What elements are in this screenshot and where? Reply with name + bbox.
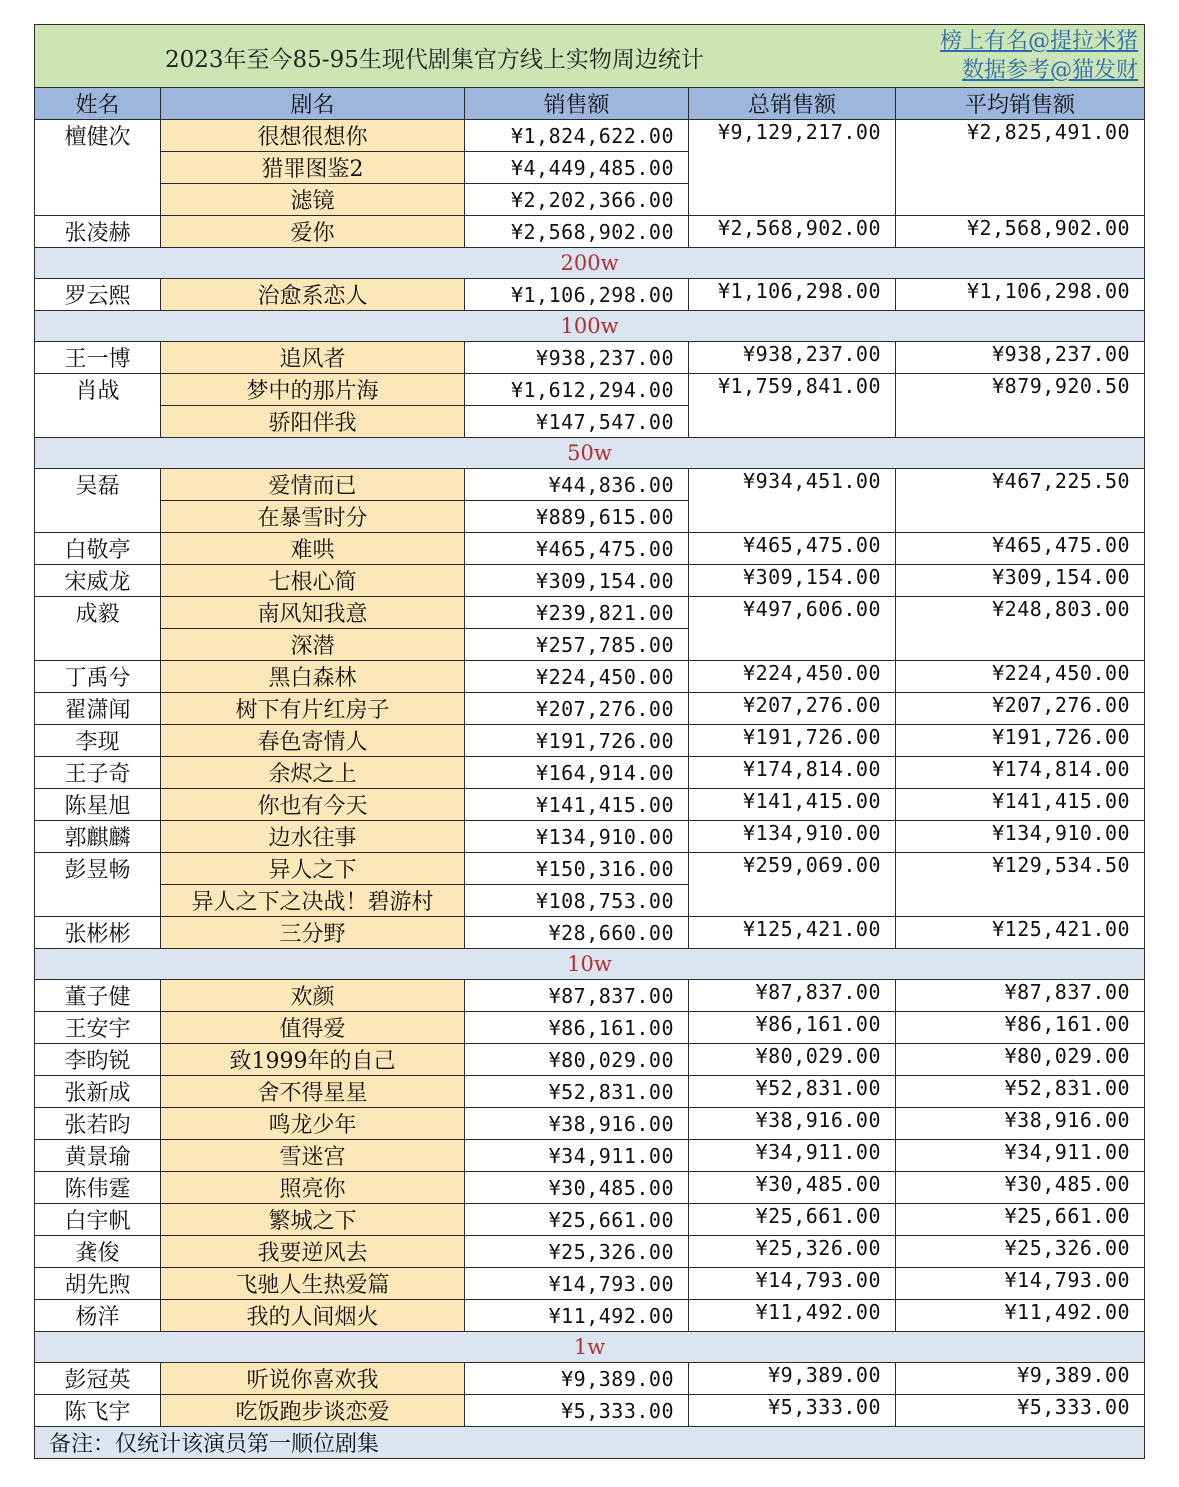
total-sales: ¥497,606.00 bbox=[689, 597, 896, 661]
actor-name: 陈星旭 bbox=[35, 789, 161, 821]
show-sales: ¥11,492.00 bbox=[465, 1300, 689, 1332]
show-sales: ¥465,475.00 bbox=[465, 533, 689, 565]
average-sales: ¥11,492.00 bbox=[896, 1300, 1145, 1332]
show-title: 繁城之下 bbox=[161, 1204, 465, 1236]
show-sales: ¥150,316.00 bbox=[465, 853, 689, 885]
table-row bbox=[35, 661, 1145, 693]
total-sales: ¥86,161.00 bbox=[689, 1012, 896, 1044]
note-row bbox=[35, 1427, 1145, 1459]
show-title: 听说你喜欢我 bbox=[161, 1363, 465, 1395]
show-title: 边水往事 bbox=[161, 821, 465, 853]
total-sales: ¥38,916.00 bbox=[689, 1108, 896, 1140]
tier-label: 200w bbox=[35, 248, 1145, 279]
show-sales: ¥25,661.00 bbox=[465, 1204, 689, 1236]
actor-name: 郭麒麟 bbox=[35, 821, 161, 853]
header-row bbox=[35, 88, 1145, 120]
show-title: 我要逆风去 bbox=[161, 1236, 465, 1268]
average-sales: ¥14,793.00 bbox=[896, 1268, 1145, 1300]
show-title: 异人之下之决战！碧游村 bbox=[161, 885, 465, 917]
show-sales: ¥14,793.00 bbox=[465, 1268, 689, 1300]
show-title: 滤镜 bbox=[161, 184, 465, 216]
table-row bbox=[35, 1140, 1145, 1172]
average-sales: ¥80,029.00 bbox=[896, 1044, 1145, 1076]
total-sales: ¥465,475.00 bbox=[689, 533, 896, 565]
show-title: 鸣龙少年 bbox=[161, 1108, 465, 1140]
show-sales: ¥257,785.00 bbox=[465, 629, 689, 661]
actor-name: 彭冠英 bbox=[35, 1363, 161, 1395]
average-sales: ¥2,825,491.00 bbox=[896, 120, 1145, 216]
average-sales: ¥174,814.00 bbox=[896, 757, 1145, 789]
actor-name: 成毅 bbox=[35, 597, 161, 661]
average-sales: ¥191,726.00 bbox=[896, 725, 1145, 757]
header-show: 剧名 bbox=[161, 88, 465, 120]
tier-divider-row bbox=[35, 248, 1145, 279]
show-sales: ¥4,449,485.00 bbox=[465, 152, 689, 184]
total-sales: ¥25,661.00 bbox=[689, 1204, 896, 1236]
tier-label: 50w bbox=[35, 438, 1145, 469]
tier-divider-row bbox=[35, 1332, 1145, 1363]
table-row bbox=[35, 1363, 1145, 1395]
table-row bbox=[35, 374, 1145, 406]
show-title: 难哄 bbox=[161, 533, 465, 565]
show-sales: ¥889,615.00 bbox=[465, 501, 689, 533]
total-sales: ¥174,814.00 bbox=[689, 757, 896, 789]
show-sales: ¥9,389.00 bbox=[465, 1363, 689, 1395]
actor-name: 张若昀 bbox=[35, 1108, 161, 1140]
tier-label: 1w bbox=[35, 1332, 1145, 1363]
show-title: 舍不得星星 bbox=[161, 1076, 465, 1108]
actor-name: 白敬亭 bbox=[35, 533, 161, 565]
show-sales: ¥207,276.00 bbox=[465, 693, 689, 725]
total-sales: ¥125,421.00 bbox=[689, 917, 896, 949]
average-sales: ¥87,837.00 bbox=[896, 980, 1145, 1012]
header-total: 总销售额 bbox=[689, 88, 896, 120]
table-row bbox=[35, 1236, 1145, 1268]
total-sales: ¥141,415.00 bbox=[689, 789, 896, 821]
table-row bbox=[35, 821, 1145, 853]
show-sales: ¥52,831.00 bbox=[465, 1076, 689, 1108]
actor-name: 肖战 bbox=[35, 374, 161, 438]
table-row bbox=[35, 279, 1145, 311]
sales-table bbox=[34, 24, 1145, 1459]
table-row bbox=[35, 1108, 1145, 1140]
page-title: 2023年至今85-95生现代剧集官方线上实物周边统计 bbox=[165, 47, 704, 73]
header-name: 姓名 bbox=[35, 88, 161, 120]
table-row bbox=[35, 853, 1145, 885]
average-sales: ¥25,326.00 bbox=[896, 1236, 1145, 1268]
table-row bbox=[35, 693, 1145, 725]
table-row bbox=[35, 757, 1145, 789]
show-title: 吃饭跑步谈恋爱 bbox=[161, 1395, 465, 1427]
table-row bbox=[35, 980, 1145, 1012]
show-title: 春色寄情人 bbox=[161, 725, 465, 757]
average-sales: ¥34,911.00 bbox=[896, 1140, 1145, 1172]
total-sales: ¥207,276.00 bbox=[689, 693, 896, 725]
show-title: 雪迷宫 bbox=[161, 1140, 465, 1172]
tier-divider-row bbox=[35, 438, 1145, 469]
average-sales: ¥125,421.00 bbox=[896, 917, 1145, 949]
show-sales: ¥1,824,622.00 bbox=[465, 120, 689, 152]
total-sales: ¥2,568,902.00 bbox=[689, 216, 896, 248]
show-sales: ¥224,450.00 bbox=[465, 661, 689, 693]
total-sales: ¥80,029.00 bbox=[689, 1044, 896, 1076]
total-sales: ¥259,069.00 bbox=[689, 853, 896, 917]
show-sales: ¥309,154.00 bbox=[465, 565, 689, 597]
actor-name: 黄景瑜 bbox=[35, 1140, 161, 1172]
show-title: 照亮你 bbox=[161, 1172, 465, 1204]
tier-label: 100w bbox=[35, 311, 1145, 342]
actor-name: 罗云熙 bbox=[35, 279, 161, 311]
average-sales: ¥2,568,902.00 bbox=[896, 216, 1145, 248]
show-title: 南风知我意 bbox=[161, 597, 465, 629]
show-sales: ¥134,910.00 bbox=[465, 821, 689, 853]
average-sales: ¥129,534.50 bbox=[896, 853, 1145, 917]
actor-name: 吴磊 bbox=[35, 469, 161, 533]
show-sales: ¥141,415.00 bbox=[465, 789, 689, 821]
table-row bbox=[35, 216, 1145, 248]
show-sales: ¥239,821.00 bbox=[465, 597, 689, 629]
average-sales: ¥141,415.00 bbox=[896, 789, 1145, 821]
show-title: 致1999年的自己 bbox=[161, 1044, 465, 1076]
header-sales: 销售额 bbox=[465, 88, 689, 120]
show-title: 爱情而已 bbox=[161, 469, 465, 501]
actor-name: 李现 bbox=[35, 725, 161, 757]
show-sales: ¥28,660.00 bbox=[465, 917, 689, 949]
table-row bbox=[35, 1395, 1145, 1427]
average-sales: ¥9,389.00 bbox=[896, 1363, 1145, 1395]
show-title: 梦中的那片海 bbox=[161, 374, 465, 406]
table-row bbox=[35, 725, 1145, 757]
actor-name: 陈伟霆 bbox=[35, 1172, 161, 1204]
actor-name: 王子奇 bbox=[35, 757, 161, 789]
table-row bbox=[35, 120, 1145, 152]
show-title: 爱你 bbox=[161, 216, 465, 248]
show-sales: ¥87,837.00 bbox=[465, 980, 689, 1012]
actor-name: 杨洋 bbox=[35, 1300, 161, 1332]
show-sales: ¥34,911.00 bbox=[465, 1140, 689, 1172]
credits bbox=[940, 27, 1138, 85]
show-title: 七根心简 bbox=[161, 565, 465, 597]
show-sales: ¥147,547.00 bbox=[465, 406, 689, 438]
credit-link-1[interactable]: 榜上有名@提拉米猪 bbox=[940, 29, 1139, 54]
show-title: 树下有片红房子 bbox=[161, 693, 465, 725]
table-row bbox=[35, 597, 1145, 629]
show-sales: ¥191,726.00 bbox=[465, 725, 689, 757]
actor-name: 董子健 bbox=[35, 980, 161, 1012]
actor-name: 陈飞宇 bbox=[35, 1395, 161, 1427]
show-sales: ¥80,029.00 bbox=[465, 1044, 689, 1076]
total-sales: ¥5,333.00 bbox=[689, 1395, 896, 1427]
show-sales: ¥1,106,298.00 bbox=[465, 279, 689, 311]
average-sales: ¥224,450.00 bbox=[896, 661, 1145, 693]
table-row bbox=[35, 1172, 1145, 1204]
actor-name: 彭昱畅 bbox=[35, 853, 161, 917]
footnote: 备注：仅统计该演员第一顺位剧集 bbox=[35, 1427, 1145, 1459]
actor-name: 李昀锐 bbox=[35, 1044, 161, 1076]
total-sales: ¥25,326.00 bbox=[689, 1236, 896, 1268]
show-title: 骄阳伴我 bbox=[161, 406, 465, 438]
credit-link-2[interactable]: 数据参考@猫发财 bbox=[962, 58, 1139, 83]
show-sales: ¥164,914.00 bbox=[465, 757, 689, 789]
show-title: 猎罪图鉴2 bbox=[161, 152, 465, 184]
show-sales: ¥44,836.00 bbox=[465, 469, 689, 501]
actor-name: 檀健次 bbox=[35, 120, 161, 216]
average-sales: ¥465,475.00 bbox=[896, 533, 1145, 565]
table-row bbox=[35, 565, 1145, 597]
show-sales: ¥108,753.00 bbox=[465, 885, 689, 917]
show-sales: ¥38,916.00 bbox=[465, 1108, 689, 1140]
actor-name: 胡先煦 bbox=[35, 1268, 161, 1300]
show-sales: ¥25,326.00 bbox=[465, 1236, 689, 1268]
table-row bbox=[35, 1204, 1145, 1236]
table-row bbox=[35, 1268, 1145, 1300]
tier-divider-row bbox=[35, 311, 1145, 342]
actor-name: 宋威龙 bbox=[35, 565, 161, 597]
total-sales: ¥1,759,841.00 bbox=[689, 374, 896, 438]
total-sales: ¥9,129,217.00 bbox=[689, 120, 896, 216]
total-sales: ¥938,237.00 bbox=[689, 342, 896, 374]
show-title: 在暴雪时分 bbox=[161, 501, 465, 533]
show-sales: ¥2,202,366.00 bbox=[465, 184, 689, 216]
total-sales: ¥34,911.00 bbox=[689, 1140, 896, 1172]
average-sales: ¥86,161.00 bbox=[896, 1012, 1145, 1044]
show-sales: ¥30,485.00 bbox=[465, 1172, 689, 1204]
show-title: 三分野 bbox=[161, 917, 465, 949]
total-sales: ¥11,492.00 bbox=[689, 1300, 896, 1332]
total-sales: ¥87,837.00 bbox=[689, 980, 896, 1012]
show-title: 欢颜 bbox=[161, 980, 465, 1012]
average-sales: ¥879,920.50 bbox=[896, 374, 1145, 438]
table-row bbox=[35, 342, 1145, 374]
show-sales: ¥86,161.00 bbox=[465, 1012, 689, 1044]
table-row bbox=[35, 469, 1145, 501]
show-sales: ¥2,568,902.00 bbox=[465, 216, 689, 248]
average-sales: ¥207,276.00 bbox=[896, 693, 1145, 725]
show-title: 很想很想你 bbox=[161, 120, 465, 152]
total-sales: ¥134,910.00 bbox=[689, 821, 896, 853]
average-sales: ¥52,831.00 bbox=[896, 1076, 1145, 1108]
show-title: 值得爱 bbox=[161, 1012, 465, 1044]
total-sales: ¥309,154.00 bbox=[689, 565, 896, 597]
table-row bbox=[35, 1076, 1145, 1108]
average-sales: ¥5,333.00 bbox=[896, 1395, 1145, 1427]
total-sales: ¥934,451.00 bbox=[689, 469, 896, 533]
tier-divider-row bbox=[35, 949, 1145, 980]
show-title: 异人之下 bbox=[161, 853, 465, 885]
show-sales: ¥5,333.00 bbox=[465, 1395, 689, 1427]
average-sales: ¥309,154.00 bbox=[896, 565, 1145, 597]
actor-name: 王一博 bbox=[35, 342, 161, 374]
header-avg: 平均销售额 bbox=[896, 88, 1145, 120]
total-sales: ¥30,485.00 bbox=[689, 1172, 896, 1204]
total-sales: ¥224,450.00 bbox=[689, 661, 896, 693]
actor-name: 王安宇 bbox=[35, 1012, 161, 1044]
average-sales: ¥25,661.00 bbox=[896, 1204, 1145, 1236]
show-title: 你也有今天 bbox=[161, 789, 465, 821]
total-sales: ¥1,106,298.00 bbox=[689, 279, 896, 311]
actor-name: 张新成 bbox=[35, 1076, 161, 1108]
table-row bbox=[35, 533, 1145, 565]
show-title: 余烬之上 bbox=[161, 757, 465, 789]
show-title: 深潜 bbox=[161, 629, 465, 661]
total-sales: ¥191,726.00 bbox=[689, 725, 896, 757]
show-title: 我的人间烟火 bbox=[161, 1300, 465, 1332]
show-title: 治愈系恋人 bbox=[161, 279, 465, 311]
table-row bbox=[35, 1012, 1145, 1044]
average-sales: ¥38,916.00 bbox=[896, 1108, 1145, 1140]
show-title: 黑白森林 bbox=[161, 661, 465, 693]
title-row bbox=[35, 25, 1145, 88]
actor-name: 龚俊 bbox=[35, 1236, 161, 1268]
table-row bbox=[35, 789, 1145, 821]
actor-name: 翟潇闻 bbox=[35, 693, 161, 725]
average-sales: ¥134,910.00 bbox=[896, 821, 1145, 853]
average-sales: ¥467,225.50 bbox=[896, 469, 1145, 533]
average-sales: ¥938,237.00 bbox=[896, 342, 1145, 374]
show-sales: ¥1,612,294.00 bbox=[465, 374, 689, 406]
show-title: 飞驰人生热爱篇 bbox=[161, 1268, 465, 1300]
actor-name: 张彬彬 bbox=[35, 917, 161, 949]
table-row bbox=[35, 1300, 1145, 1332]
average-sales: ¥248,803.00 bbox=[896, 597, 1145, 661]
total-sales: ¥52,831.00 bbox=[689, 1076, 896, 1108]
actor-name: 丁禹兮 bbox=[35, 661, 161, 693]
table-row bbox=[35, 917, 1145, 949]
show-sales: ¥938,237.00 bbox=[465, 342, 689, 374]
total-sales: ¥14,793.00 bbox=[689, 1268, 896, 1300]
actor-name: 张凌赫 bbox=[35, 216, 161, 248]
actor-name: 白宇帆 bbox=[35, 1204, 161, 1236]
total-sales: ¥9,389.00 bbox=[689, 1363, 896, 1395]
show-title: 追风者 bbox=[161, 342, 465, 374]
tier-label: 10w bbox=[35, 949, 1145, 980]
table-row bbox=[35, 1044, 1145, 1076]
average-sales: ¥30,485.00 bbox=[896, 1172, 1145, 1204]
average-sales: ¥1,106,298.00 bbox=[896, 279, 1145, 311]
